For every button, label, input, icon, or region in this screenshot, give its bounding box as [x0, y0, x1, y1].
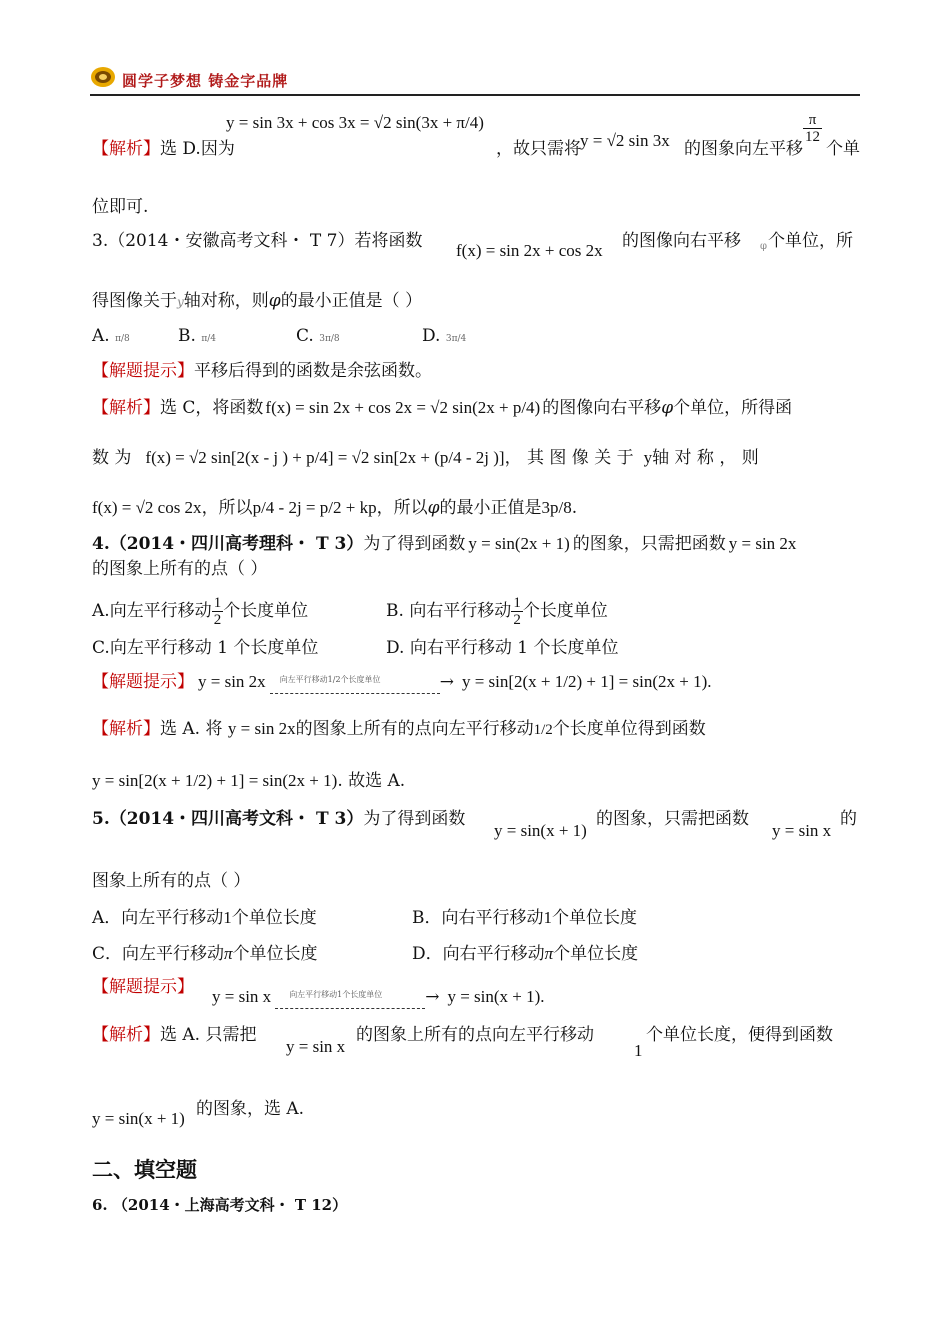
- q2-eq2: y = √2 sin 3x: [580, 131, 670, 150]
- q3-phi: φ: [760, 241, 768, 252]
- q5-func1: y = sin(x + 1): [494, 821, 587, 840]
- q3-option-b: B. π/4: [178, 326, 216, 346]
- q5-stem5: 图象上所有的点（ ）: [92, 871, 251, 891]
- q4-solution-line2: y = sin[2(x + 1/2) + 1] = sin(2x + 1). 故选 A.: [92, 771, 406, 791]
- q5-option-d: D．向右平行移动π个单位长度: [412, 944, 639, 964]
- q5-solution-line1a: 【解析】选 A. 只需把: [92, 1025, 257, 1045]
- q5-option-a: A．向左平行移动1个单位长度: [92, 908, 317, 928]
- q2-text4: 个单: [826, 139, 860, 159]
- q5-option-b: B．向右平行移动1个单位长度: [412, 908, 637, 928]
- q3-hint: 【解题提示】平移后得到的函数是余弦函数。: [92, 361, 432, 381]
- q2-eq1: y = sin 3x + cos 3x = √2 sin(3x + π/4): [226, 113, 484, 132]
- q2-solution-line1: 【解析】选 D.因为: [92, 139, 235, 159]
- page-header: [90, 64, 860, 96]
- q2-text2: ，故只需将: [496, 139, 581, 159]
- q3-stem1: 3.（2014・安徽高考文科・ T 7）若将函数: [92, 231, 423, 251]
- q3-option-a: A. π/8: [92, 326, 130, 346]
- solution-label: 【解析】: [92, 139, 160, 159]
- q3-solution-line1: 【解析】选 C，将函数 f(x) = sin 2x + cos 2x = √2 sin(2x + p/4) 的图像向右平移φ个单位，所得函: [92, 398, 793, 418]
- q5-hint-label: 【解题提示】: [92, 977, 194, 997]
- q5-option-c: C．向左平行移动π个单位长度: [92, 944, 318, 964]
- q5-solution-line2-func: y = sin(x + 1): [92, 1109, 185, 1128]
- q2-text5: 位即可.: [92, 197, 149, 217]
- q5-solution-line2-text: 的图象，选 A.: [196, 1099, 305, 1119]
- q3-option-d: D. 3π/4: [422, 326, 467, 346]
- header-slogan: 圆学子梦想 铸金字品牌: [122, 72, 289, 90]
- q3-solution-line2: 数 为 f(x) = √2 sin[2(x - j ) + p/4] = √2 sin[2x + (p/4 - 2j )]， 其 图 像 关 于 y轴 对 称 ， 则: [92, 448, 759, 468]
- q3-func: f(x) = sin 2x + cos 2x: [456, 241, 603, 260]
- q4-option-c: C.向左平行移动 1 个长度单位: [92, 638, 319, 658]
- q3-stem2: 的图像向右平移: [622, 231, 741, 251]
- q4-option-a: A.向左平行移动 $\frac{1}{2}$ 个长度单位: [92, 595, 309, 628]
- q5-solution-func: y = sin x: [286, 1037, 346, 1056]
- q4-stem4: 的图象上所有的点（ ）: [92, 559, 268, 579]
- q3-option-c: C. 3π/8: [296, 326, 340, 346]
- q4-option-b: B. 向右平行移动 $\frac{1}{2}$ 个长度单位: [386, 595, 608, 628]
- q3-stem-line2: 得图像关于y轴对称，则φ的最小正值是（ ）: [92, 291, 423, 311]
- q4-hint: 【解题提示】 y = sin 2x 向左平行移动1/2个长度单位 → y = sin[2(x + 1/2) + 1] = sin(2x + 1).: [92, 672, 712, 692]
- q5-stem1: 5.（2014・四川高考文科・ T 3）为了得到函数: [92, 809, 466, 829]
- q3-stem3: 个单位，所: [768, 231, 853, 251]
- q4-option-d: D. 向右平行移动 1 个长度单位: [386, 638, 619, 658]
- q5-stem4: 的: [840, 809, 857, 829]
- q3-solution-line3: f(x) = √2 cos 2x，所以p/4 - 2j = p/2 + kp，所以φ的最小正值是3p/8.: [92, 498, 578, 518]
- q4-solution-line1: 【解析】选 A. 将 y = sin 2x的图象上所有的点向左平行移动1/2个长度单位得到函数: [92, 719, 706, 739]
- emblem-icon: [90, 66, 116, 88]
- q5-hint-math: y = sin x 向左平行移动1个长度单位 → y = sin(x + 1).: [212, 987, 545, 1007]
- q4-stem-line1: 4.（2014・四川高考理科・ T 3）为了得到函数 y = sin(2x + 1) 的图象，只需把函数 y = sin 2x: [92, 534, 797, 554]
- q2-text3: 的图象向左平移: [684, 139, 803, 159]
- q6-stem: 6. （2014・上海高考文科・ T 12）: [92, 1196, 348, 1214]
- section-title: 二、填空题: [92, 1158, 197, 1182]
- q5-solution-line1c: 的图象上所有的点向左平行移动: [356, 1025, 594, 1045]
- q5-stem3: 的图象，只需把函数: [596, 809, 749, 829]
- q2-shift: $\frac{\pi}{12}$: [805, 112, 820, 145]
- q5-func2: y = sin x: [772, 821, 832, 840]
- q5-solution-line1e: 个单位长度，便得到函数: [646, 1025, 833, 1045]
- q5-solution-val: 1: [634, 1041, 643, 1060]
